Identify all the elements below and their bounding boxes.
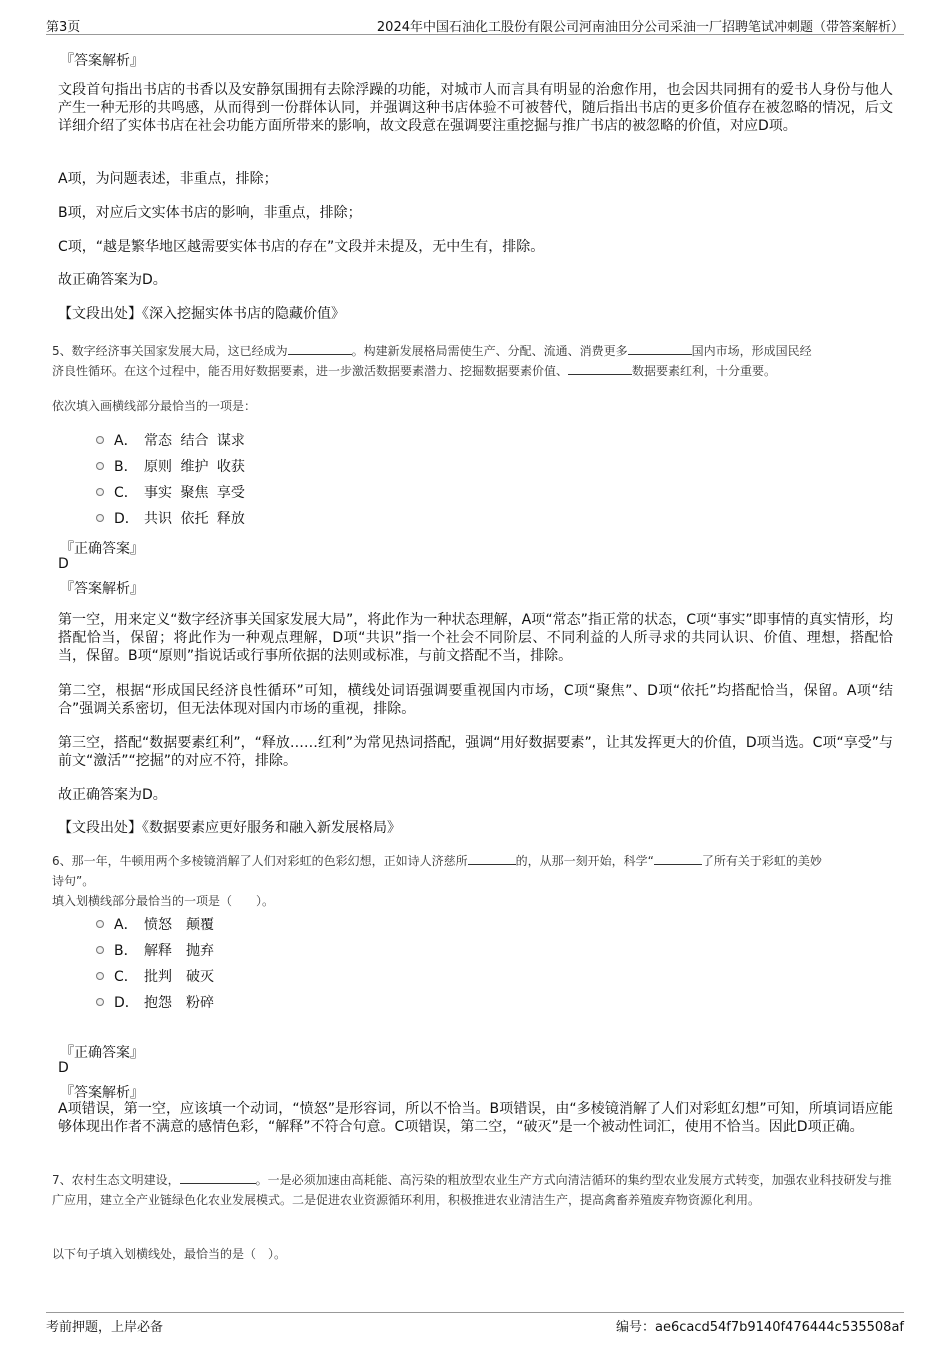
page-header <box>46 14 904 35</box>
correct-answer: D <box>58 556 69 572</box>
analysis-option-b: B项，对应后文实体书店的影响，非重点，排除； <box>58 205 362 221</box>
radio-icon[interactable] <box>96 946 104 954</box>
fill-blank-2 <box>628 342 692 355</box>
fill-blank-1 <box>468 852 516 865</box>
option-a[interactable]: A． 愤怒 颠覆 <box>96 914 214 934</box>
passage-source: 【文段出处】《深入挖掘实体书店的隐藏价值》 <box>58 306 345 322</box>
option-b[interactable]: B． 解释 抛弃 <box>96 940 214 960</box>
radio-icon[interactable] <box>96 972 104 980</box>
correct-answer-label: 『正确答案』 <box>60 1045 144 1061</box>
analysis-option-c: C项，“越是繁华地区越需要实体书店的存在”文段并未提及，无中生有，排除。 <box>58 239 545 255</box>
option-c[interactable]: C． 事实 聚焦 享受 <box>96 482 245 502</box>
radio-icon[interactable] <box>96 998 104 1006</box>
question-7-stem: 7、农村生态文明建设， 。一是必须加速由高耗能、高污染的粗放型农业生产方式向清洁循环的集约型农业发展方式转变，加强农业科技研发与推广应用，建立全产业链绿色化农业发展模式。二是促进农业资源循环利用，积极推进农业清洁生产，提高禽畜养殖废弃物资源化利用。 <box>52 1173 892 1207</box>
analysis-conclusion: 故正确答案为D。 <box>58 272 167 288</box>
correct-answer-label: 『正确答案』 <box>60 541 144 557</box>
analysis-paragraph: 文段首句指出书店的书香以及安静氛围拥有去除浮躁的功能，对城市人而言具有明显的治愈作用，也会因共同拥有的爱书人身份与他人产生一种无形的共鸣感，从而得到一份群体认同，并强调这种书店体验不可被替代，随后指出书店的更多价值存在被忽略的情况，后文详细介绍了实体书店在社会功能方面所带来的影响，故文段意在强调要注重挖掘与推广书店的被忽略的价值，对应D项。 <box>58 82 893 134</box>
analysis-option-a: A项，为问题表述，非重点，排除； <box>58 171 278 187</box>
option-d[interactable]: D． 抱怨 粉碎 <box>96 992 214 1012</box>
fill-blank-3 <box>568 362 632 375</box>
radio-icon[interactable] <box>96 462 104 470</box>
analysis-label: 『答案解析』 <box>60 53 144 69</box>
analysis-label: 『答案解析』 <box>60 1085 144 1101</box>
question-6-prompt: 填入划横线部分最恰当的一项是（ ）。 <box>52 894 275 908</box>
option-a[interactable]: A． 常态 结合 谋求 <box>96 430 245 450</box>
question-7-prompt: 以下句子填入划横线处，最恰当的是（ ）。 <box>52 1247 287 1261</box>
correct-answer: D <box>58 1060 69 1076</box>
option-d[interactable]: D． 共识 依托 释放 <box>96 508 245 528</box>
analysis-paragraph-3: 第三空，搭配“数据要素红利”，“释放……红利”为常见热词搭配，强调“用好数据要素”，让其发挥更大的价值，D项当选。C项“享受”与前文“激活”“挖掘”的对应不符，排除。 <box>58 735 893 769</box>
page-number: 第3页 <box>46 20 81 35</box>
question-5-stem: 5、数字经济事关国家发展大局，这已经成为 。构建新发展格局需使生产、分配、流通、消费更多 国内市场，形成国民经 济良性循环。在这个过程中，能否用好数据要素，进一步激活数据要素潜力、挖掘数据要素价值、 数据要素红利，十分重要。 <box>52 344 812 378</box>
document-id: 编号：ae6cacd54f7b9140f476444c535508af <box>616 1320 904 1335</box>
option-b[interactable]: B． 原则 维护 收获 <box>96 456 245 476</box>
analysis-conclusion: 故正确答案为D。 <box>58 787 167 803</box>
analysis-paragraph-1: 第一空，用来定义“数字经济事关国家发展大局”，将此作为一种状态理解，A项“常态”指正常的状态，C项“事实”即事情的真实情形，均搭配恰当，保留；将此作为一种观点理解，D项“共识”指一个社会不同阶层、不同利益的人所寻求的共同认识、价值、理想，搭配恰当，保留。B项“原则”指说话或行事所依据的法则或标准，与前文搭配不当，排除。 <box>58 612 893 664</box>
option-c[interactable]: C． 批判 破灭 <box>96 966 214 986</box>
question-6-stem: 6、那一年，牛顿用两个多棱镜消解了人们对彩虹的色彩幻想，正如诗人济慈所 的，从那一刻开始，科学“ 了所有关于彩虹的美妙 诗句”。 <box>52 854 822 888</box>
page-footer <box>46 1312 904 1333</box>
fill-blank-2 <box>654 852 702 865</box>
analysis-label: 『答案解析』 <box>60 581 144 597</box>
fill-blank-1 <box>180 1171 256 1184</box>
radio-icon[interactable] <box>96 488 104 496</box>
footer-slogan: 考前押题，上岸必备 <box>46 1320 164 1335</box>
analysis-paragraph: A项错误，第一空，应该填一个动词，“愤怒”是形容词，所以不恰当。B项错误，由“多棱镜消解了人们对彩虹幻想”可知，所填词语应能够体现出作者不满意的感情色彩，“解释”不符合句意。C项错误，第二空，“破灭”是一个被动性词汇，使用不恰当。因此D项正确。 <box>58 1101 893 1135</box>
passage-source: 【文段出处】《数据要素应更好服务和融入新发展格局》 <box>58 820 401 836</box>
radio-icon[interactable] <box>96 920 104 928</box>
radio-icon[interactable] <box>96 514 104 522</box>
radio-icon[interactable] <box>96 436 104 444</box>
fill-blank-1 <box>288 342 352 355</box>
document-title: 2024年中国石油化工股份有限公司河南油田分公司采油一厂招聘笔试冲刺题（带答案解析） <box>376 20 904 35</box>
question-5-prompt: 依次填入画横线部分最恰当的一项是： <box>52 399 257 413</box>
analysis-paragraph-2: 第二空，根据“形成国民经济良性循环”可知，横线处词语强调要重视国内市场，C项“聚焦”、D项“依托”均搭配恰当，保留。A项“结合”强调关系密切，但无法体现对国内市场的重视，排除。 <box>58 683 893 717</box>
